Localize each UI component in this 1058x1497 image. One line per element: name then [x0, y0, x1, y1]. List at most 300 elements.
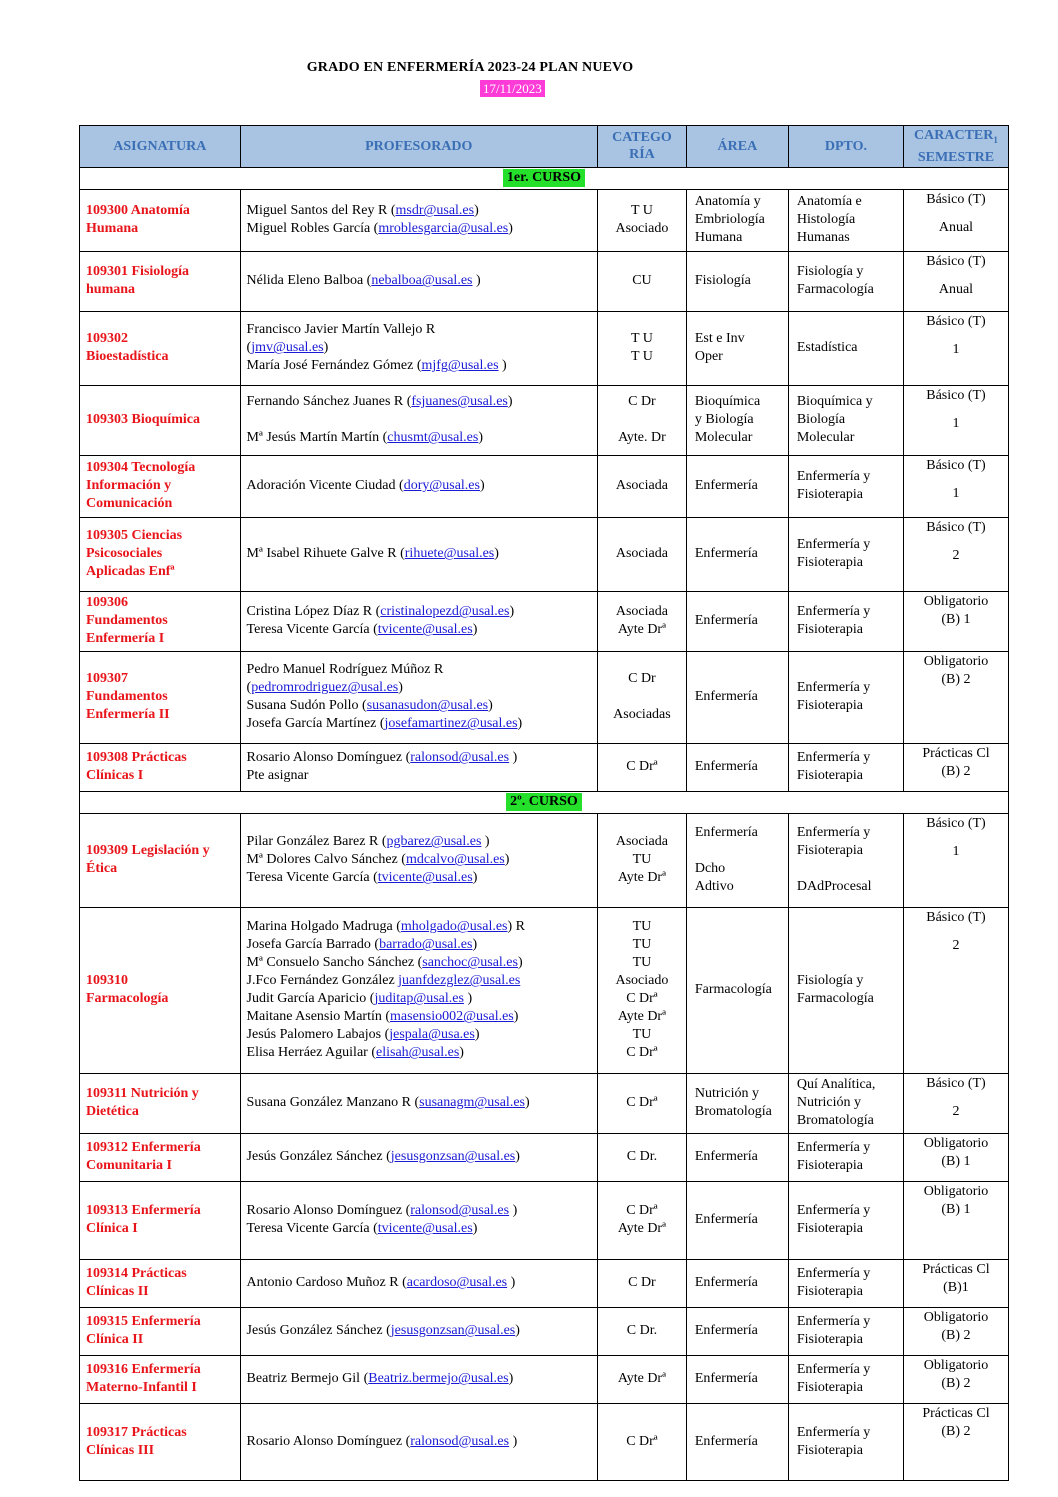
professor-email-link[interactable]: jespala@usa.es	[389, 1027, 475, 1043]
categoria-line: Ayte Drª	[617, 1371, 666, 1387]
cell-caracter	[903, 251, 1008, 311]
cell-profesorado	[240, 517, 597, 591]
subject-name-line: 109313 Enfermería	[86, 1203, 201, 1219]
professor-line	[247, 477, 591, 495]
caracter-line: Básico (T)	[926, 457, 986, 473]
caracter-line: Prácticas Cl	[922, 1261, 990, 1277]
dpto-line: Humanas	[796, 230, 850, 246]
cell-profesorado	[240, 907, 597, 1073]
subject-name-line: 109309 Legislación y	[86, 843, 210, 859]
cell-profesorado	[240, 1181, 597, 1259]
cell-asignatura	[80, 311, 241, 385]
professor-email-link[interactable]: cristinalopezd@usal.es	[380, 604, 510, 620]
categoria-line: Asociado	[615, 973, 669, 989]
table-row	[80, 591, 1009, 651]
categoria-line: Ayte Drª	[617, 622, 666, 638]
categoria-line: Asociada	[615, 478, 668, 494]
cell-asignatura	[80, 1073, 241, 1133]
cell-categoria	[598, 189, 687, 251]
subject-name-line: 109316 Enfermería	[86, 1362, 201, 1378]
cell-asignatura	[80, 813, 241, 907]
cell-area	[686, 1307, 788, 1355]
cell-profesorado	[240, 1073, 597, 1133]
spacer	[695, 842, 782, 860]
professor-name: Josefa García Barrado (	[246, 937, 380, 953]
professor-email-link[interactable]: mdcalvo@usal.es	[405, 852, 505, 868]
professor-name: Mª Isabel Rihuete Galve R (	[246, 546, 405, 562]
document-title: GRADO EN ENFERMERÍA 2023-24 PLAN NUEVO	[306, 60, 634, 75]
professor-name: Maitane Asensio Martín (	[246, 1009, 391, 1025]
professor-name: Pilar González Barez R (	[246, 834, 387, 850]
area-line: y Biología	[694, 412, 754, 428]
cell-asignatura	[80, 455, 241, 517]
caracter-line: Prácticas Cl	[922, 1405, 990, 1421]
caracter-line: Básico (T)	[926, 313, 986, 329]
dpto-line: Fisioterapia	[796, 1332, 863, 1348]
subject-name-line: Clínicas I	[86, 768, 144, 784]
cell-profesorado	[240, 1403, 597, 1480]
caracter-line: Obligatorio	[923, 593, 989, 609]
subject-name-line: Farmacología	[86, 991, 169, 1007]
professor-name: Miguel Santos del Rey R (	[246, 203, 396, 219]
cell-asignatura	[80, 591, 241, 651]
table-row	[80, 1181, 1009, 1259]
professor-line	[247, 1202, 591, 1220]
cell-categoria	[598, 1259, 687, 1307]
dpto-line: Enfermería y	[796, 1203, 871, 1219]
categoria-line: Asociada	[615, 604, 668, 620]
professor-name: Jesús González Sánchez (	[246, 1149, 391, 1165]
table-row	[80, 1073, 1009, 1133]
cell-area	[686, 591, 788, 651]
cell-dpto	[788, 1259, 903, 1307]
subject-name-line: 109300 Anatomía	[86, 203, 190, 219]
area-line: Enfermería	[694, 1433, 758, 1449]
dpto-line: Fisioterapia	[796, 1442, 863, 1458]
subject-name-line: Comunicación	[86, 496, 173, 512]
professor-name: Mª Consuelo Sancho Sánchez (	[246, 955, 423, 971]
cell-profesorado	[240, 455, 597, 517]
professor-line-end: )	[481, 834, 490, 850]
cell-area	[686, 1259, 788, 1307]
caracter-line: Obligatorio	[923, 1183, 989, 1199]
subject-name-line: Clínica II	[86, 1332, 144, 1348]
caracter-line: Prácticas Cl	[922, 745, 990, 761]
cell-area	[686, 385, 788, 455]
subject-name-line: 109301 Fisiología	[86, 264, 190, 280]
professor-email-link[interactable]: susanagm@usal.es	[419, 1095, 525, 1111]
professor-line	[247, 339, 591, 357]
professor-email-link[interactable]: mholgado@usal.es	[400, 919, 508, 935]
dpto-line: Fisioterapia	[796, 1158, 863, 1174]
subject-name-line: Fundamentos	[86, 689, 168, 705]
semestre-line: Anual	[938, 219, 974, 235]
cell-dpto	[788, 517, 903, 591]
course-label-1: 1er. CURSO	[503, 169, 585, 187]
professor-email-link[interactable]: tvicente@usal.es	[377, 622, 473, 638]
professor-email-link[interactable]: tvicente@usal.es	[377, 1221, 473, 1237]
cell-asignatura	[80, 189, 241, 251]
professor-email-link[interactable]: Beatriz.bermejo@usal.es	[368, 1371, 509, 1387]
professor-line-end: )	[494, 546, 499, 562]
subject-name-line: Aplicadas Enfª	[86, 564, 175, 580]
subject-name-line: 109315 Enfermería	[86, 1314, 201, 1330]
table-row	[80, 311, 1009, 385]
cell-caracter	[903, 813, 1008, 907]
categoria-line: Asociadas	[613, 707, 671, 723]
semestre-line: 1	[952, 341, 960, 357]
dpto-line: Enfermería y	[796, 680, 871, 696]
area-line: Dcho	[694, 861, 726, 877]
professor-email-link[interactable]: dory@usal.es	[403, 478, 480, 494]
dpto-line: Enfermería y	[796, 1424, 871, 1440]
professor-email-link[interactable]: fsjuanes@usal.es	[411, 394, 508, 410]
caracter-line: Básico (T)	[926, 191, 986, 207]
subject-name-line: 109311 Nutrición y	[86, 1086, 199, 1102]
categoria-line: T U	[630, 331, 653, 347]
cell-categoria	[598, 455, 687, 517]
professor-line-end: )	[488, 698, 493, 714]
categoria-line: C Drª	[626, 991, 658, 1007]
cell-area	[686, 1403, 788, 1480]
professor-line	[247, 357, 591, 375]
cell-categoria	[598, 1403, 687, 1480]
caracter-line: Básico (T)	[926, 387, 986, 403]
cell-dpto	[788, 1181, 903, 1259]
professor-name: Jesús González Sánchez (	[246, 1323, 391, 1339]
professor-line	[247, 621, 591, 639]
professor-name: Marina Holgado Madruga (	[246, 919, 401, 935]
professor-name: Nélida Eleno Balboa (	[246, 273, 372, 289]
cell-caracter	[903, 1181, 1008, 1259]
cell-caracter	[903, 1073, 1008, 1133]
cell-caracter	[903, 907, 1008, 1073]
area-line: Farmacología	[694, 982, 772, 998]
caracter-line: Básico (T)	[926, 815, 986, 831]
professor-line-end: )	[504, 852, 510, 868]
col-header-area: ÁREA	[686, 126, 788, 168]
table-row	[80, 907, 1009, 1073]
spacer	[247, 411, 591, 429]
professor-line-end: )	[509, 604, 515, 620]
caracter-label: CARACTER	[914, 128, 994, 143]
professor-email-link[interactable]: ralonsod@usal.es	[410, 750, 510, 766]
subject-name-line: 109308 Prácticas	[86, 750, 187, 766]
cell-dpto	[788, 455, 903, 517]
cell-dpto	[788, 251, 903, 311]
professor-name: Elisa Herráez Aguilar (	[246, 1045, 376, 1061]
cell-profesorado	[240, 651, 597, 743]
col-header-categoria-line1: CATEGO	[612, 130, 672, 146]
semestre-line: (B) 2	[941, 1423, 971, 1439]
professor-email-link[interactable]: elisah@usal.es	[376, 1045, 460, 1061]
cell-profesorado	[240, 385, 597, 455]
cell-categoria	[598, 651, 687, 743]
course-row-1	[80, 167, 1009, 189]
area-line: Bromatología	[694, 1104, 772, 1120]
professor-email-link[interactable]: tvicente@usal.es	[377, 870, 473, 886]
professor-email-link[interactable]: jmv@usal.es	[251, 340, 324, 356]
dpto-line: Quí Analítica,	[796, 1077, 876, 1093]
professor-name: Jesús Palomero Labajos (	[246, 1027, 390, 1043]
professor-email-link[interactable]: josefamartinez@usal.es	[384, 716, 518, 732]
subject-name-line: Psicosociales	[86, 546, 163, 562]
professor-email-link[interactable]: jesusgonzsan@usal.es	[390, 1323, 516, 1339]
dpto-line: Histología	[796, 212, 856, 228]
professor-name: Teresa Vicente García (	[246, 622, 378, 638]
area-line: Enfermería	[694, 1275, 758, 1291]
semestre-line: 1	[952, 485, 960, 501]
dpto-line: Biología	[796, 412, 846, 428]
cell-categoria	[598, 251, 687, 311]
semestre-line: Anual	[938, 281, 974, 297]
cell-dpto	[788, 1133, 903, 1181]
professor-line	[247, 202, 591, 220]
cell-asignatura	[80, 1355, 241, 1403]
professor-email-link[interactable]: ralonsod@usal.es	[410, 1203, 510, 1219]
professor-email-link[interactable]: msdr@usal.es	[395, 203, 475, 219]
subject-name-line: Clínica I	[86, 1221, 138, 1237]
semestre-line: (B) 1	[941, 611, 971, 627]
cell-categoria	[598, 385, 687, 455]
subject-name-line: 109312 Enfermería	[86, 1140, 201, 1156]
professor-line-end: )	[508, 221, 513, 237]
cell-asignatura	[80, 251, 241, 311]
professor-name: Susana Sudón Pollo (	[246, 698, 367, 714]
caracter-line: Básico (T)	[926, 253, 986, 269]
cell-categoria	[598, 1307, 687, 1355]
area-line: Embriología	[694, 212, 765, 228]
area-line: Anatomía y	[694, 194, 761, 210]
professor-email-link[interactable]: jesusgonzsan@usal.es	[390, 1149, 516, 1165]
dpto-line: Fisioterapia	[796, 768, 863, 784]
subject-name-line: 109314 Prácticas	[86, 1266, 187, 1282]
professor-email-link[interactable]: sanchoc@usal.es	[422, 955, 518, 971]
professor-line	[247, 545, 591, 563]
cell-profesorado	[240, 1355, 597, 1403]
professor-line-end: )	[517, 955, 523, 971]
cell-caracter	[903, 517, 1008, 591]
cell-caracter	[903, 311, 1008, 385]
cell-dpto	[788, 651, 903, 743]
dpto-line: Enfermería y	[796, 537, 871, 553]
area-line: Enfermería	[694, 825, 758, 841]
dpto-line: Enfermería y	[796, 1140, 871, 1156]
cell-area	[686, 907, 788, 1073]
subject-name-line: Enfermería II	[86, 707, 170, 723]
area-line: Molecular	[694, 430, 753, 446]
cell-categoria	[598, 813, 687, 907]
cell-asignatura	[80, 517, 241, 591]
professor-line-end: )	[507, 1275, 516, 1291]
professor-name: Pedro Manuel Rodríguez Múñoz R	[246, 662, 444, 678]
semestre-line: (B) 1	[941, 1201, 971, 1217]
professor-line-end: )	[463, 991, 473, 1007]
cell-area	[686, 189, 788, 251]
professor-line	[247, 715, 591, 733]
subject-name-line: Fundamentos	[86, 613, 168, 629]
professor-name: Mª Dolores Calvo Sánchez (	[246, 852, 406, 868]
categoria-line: Asociada	[615, 546, 668, 562]
cell-caracter	[903, 1259, 1008, 1307]
cell-caracter	[903, 1133, 1008, 1181]
table-row	[80, 251, 1009, 311]
professor-name: Rosario Alonso Domínguez (	[246, 750, 411, 766]
professor-line-end: )	[398, 680, 403, 696]
caracter-line: Básico (T)	[926, 1075, 986, 1091]
col-header-categoria	[598, 126, 687, 168]
professor-name: (	[246, 680, 252, 696]
categoria-line: C Dr.	[626, 1323, 658, 1339]
professor-line	[247, 697, 591, 715]
categoria-line: Ayte Drª	[617, 1009, 666, 1025]
area-line: Humana	[694, 230, 743, 246]
professor-line-end: )	[515, 1323, 520, 1339]
cell-dpto	[788, 743, 903, 791]
area-line: Fisiología	[694, 273, 751, 289]
professor-name: J.Fco Fernández González	[246, 973, 399, 989]
professor-line	[247, 393, 591, 411]
spacer	[604, 688, 680, 706]
subjects-table	[79, 125, 1009, 1481]
categoria-line: C Drª	[626, 759, 658, 775]
professor-email-link[interactable]: nebalboa@usal.es	[371, 273, 473, 289]
cell-profesorado	[240, 251, 597, 311]
categoria-line: T U	[630, 203, 653, 219]
area-line: Est e Inv	[694, 331, 745, 347]
table-row	[80, 813, 1009, 907]
subject-name-line: Comunitaria I	[86, 1158, 172, 1174]
dpto-line: Enfermería y	[796, 825, 871, 841]
course-row-2	[80, 791, 1009, 813]
professor-line	[247, 1433, 591, 1451]
professor-email-link[interactable]: mroblesgarcia@usal.es	[378, 221, 509, 237]
professor-email-link[interactable]: ralonsod@usal.es	[410, 1433, 510, 1449]
professor-email-link[interactable]: rihuete@usal.es	[404, 546, 495, 562]
area-line: Oper	[694, 349, 723, 365]
professor-line-end: )	[474, 203, 479, 219]
cell-caracter	[903, 591, 1008, 651]
professor-name: Rosario Alonso Domínguez (	[246, 1433, 411, 1449]
cell-area	[686, 1355, 788, 1403]
semestre-line: 2	[952, 937, 960, 953]
professor-name: Josefa García Martínez (	[246, 716, 385, 732]
cell-area	[686, 251, 788, 311]
professor-email-link[interactable]: juanfdezglez@usal.es	[398, 973, 521, 989]
professor-email-link[interactable]: chusmt@usal.es	[387, 430, 479, 446]
table-row	[80, 189, 1009, 251]
categoria-line: CU	[632, 273, 652, 289]
dpto-line: Fisiología y	[796, 973, 864, 989]
table-header-row	[80, 126, 1009, 168]
professor-email-link[interactable]: barrado@usal.es	[379, 937, 473, 953]
cell-profesorado	[240, 1133, 597, 1181]
subject-name-line: 109317 Prácticas	[86, 1424, 187, 1440]
categoria-line: TU	[632, 1027, 652, 1043]
dpto-line: Farmacología	[796, 991, 874, 1007]
professor-name: Cristina López Díaz R (	[246, 604, 381, 620]
cell-categoria	[598, 907, 687, 1073]
categoria-line: C Dr	[628, 1275, 656, 1291]
categoria-line: C Dr.	[626, 1149, 658, 1165]
professor-email-link[interactable]: mjfg@usal.es	[421, 358, 499, 374]
professor-line	[247, 869, 591, 887]
dpto-line: Fisioterapia	[796, 698, 863, 714]
table-row	[80, 1307, 1009, 1355]
professor-line-end: )	[498, 358, 507, 374]
professor-email-link[interactable]: masensio002@usal.es	[390, 1009, 514, 1025]
categoria-line: Ayte Drª	[617, 1221, 666, 1237]
area-line: Bioquímica	[694, 394, 761, 410]
cell-caracter	[903, 189, 1008, 251]
subject-name-line: 109306	[86, 595, 128, 611]
col-header-caracter-line1	[906, 127, 1006, 149]
semestre-line: (B) 2	[941, 763, 971, 779]
area-line: Enfermería	[694, 1212, 758, 1228]
dpto-line: Estadística	[796, 340, 858, 356]
categoria-line: Ayte Drª	[617, 870, 666, 886]
professor-line	[247, 1094, 591, 1112]
categoria-line: Asociada	[615, 834, 668, 850]
professor-name: Pte asignar	[246, 768, 309, 784]
professor-line	[247, 918, 591, 936]
professor-name: Adoración Vicente Ciudad (	[246, 478, 404, 494]
professor-line	[247, 1220, 591, 1238]
cell-dpto	[788, 1307, 903, 1355]
professor-name: Mª Jesús Martín Martín (	[246, 430, 388, 446]
cell-area	[686, 1133, 788, 1181]
caracter-line: Básico (T)	[926, 519, 986, 535]
categoria-line: T U	[630, 349, 653, 365]
dpto-line: Bromatología	[796, 1113, 874, 1129]
cell-dpto	[788, 813, 903, 907]
cell-asignatura	[80, 1307, 241, 1355]
professor-line-end: )	[513, 1009, 519, 1025]
subject-name-line: 109304 Tecnología	[86, 460, 196, 476]
professor-email-link[interactable]: pgbarez@usal.es	[386, 834, 482, 850]
professor-line	[247, 851, 591, 869]
categoria-line: C Drª	[626, 1203, 658, 1219]
semestre-line: 1	[952, 843, 960, 859]
caracter-line: Obligatorio	[923, 1135, 989, 1151]
cell-area	[686, 813, 788, 907]
dpto-line: Enfermería y	[796, 1362, 871, 1378]
table-row	[80, 1403, 1009, 1480]
cell-dpto	[788, 189, 903, 251]
document-date: 17/11/2023	[480, 80, 545, 97]
subject-name-line: Materno-Infantil I	[86, 1380, 197, 1396]
categoria-line: C Dr	[628, 394, 656, 410]
caracter-line: Básico (T)	[926, 909, 986, 925]
cell-dpto	[788, 1355, 903, 1403]
subject-name-line: Clínicas II	[86, 1284, 149, 1300]
professor-email-link[interactable]: pedromrodriguez@usal.es	[251, 680, 399, 696]
categoria-line: TU	[632, 955, 652, 971]
dpto-line: Enfermería y	[796, 1266, 871, 1282]
cell-caracter	[903, 651, 1008, 743]
cell-caracter	[903, 1403, 1008, 1480]
cell-area	[686, 311, 788, 385]
cell-categoria	[598, 591, 687, 651]
dpto-line: Enfermería y	[796, 1314, 871, 1330]
cell-categoria	[598, 1133, 687, 1181]
col-header-asignatura: ASIGNATURA	[80, 126, 241, 168]
area-line: Enfermería	[694, 689, 758, 705]
professor-email-link[interactable]: juditap@usal.es	[374, 991, 464, 1007]
table-row	[80, 1355, 1009, 1403]
professor-email-link[interactable]: susanasudon@usal.es	[366, 698, 489, 714]
professor-email-link[interactable]: acardoso@usal.es	[406, 1275, 508, 1291]
